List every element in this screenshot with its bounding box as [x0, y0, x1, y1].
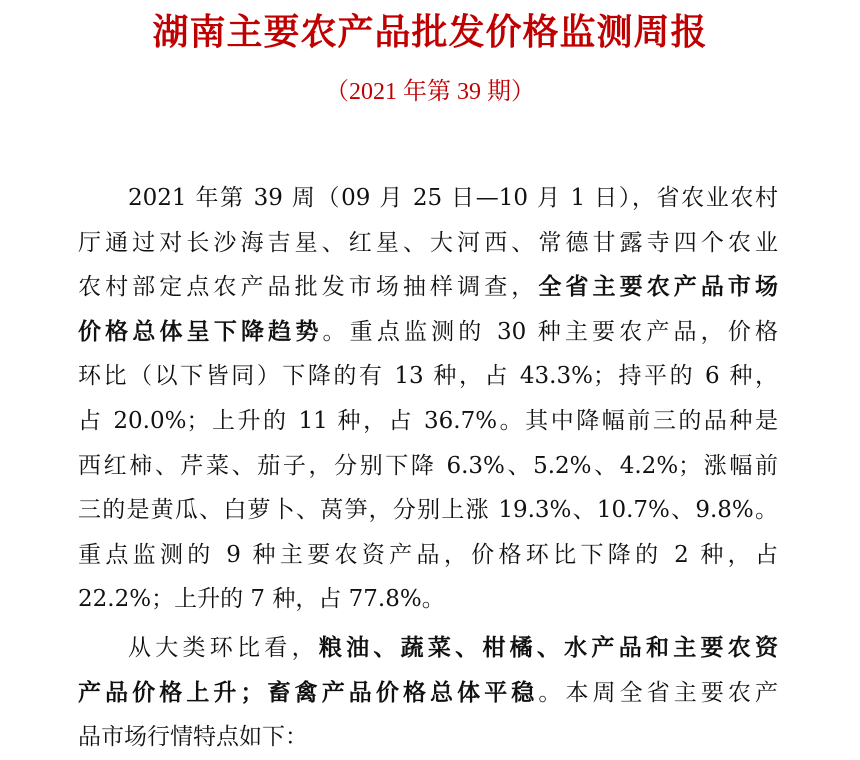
text-run: 西红柿、芹菜、茄子，分别下降 6.3%、5.2%、4.2%；涨幅前	[78, 452, 778, 479]
text-line	[78, 577, 778, 622]
text-line	[78, 354, 778, 399]
text-run: 品市场行情特点如下：	[78, 724, 308, 751]
text-run: 2021 年第 39 周（09 月 25 日—10 月 1 日），省农业农村	[128, 185, 778, 211]
text-line	[78, 399, 778, 444]
summary-paragraph	[78, 176, 778, 622]
bold-text-run: 价格总体呈下降趋势	[78, 317, 323, 345]
text-line	[78, 626, 778, 671]
text-line	[78, 176, 778, 221]
bold-text-run: 全省主要农产品市场	[538, 273, 779, 301]
report-body	[78, 176, 778, 760]
text-run: 占 20.0%；上升的 11 种，占 36.7%。其中降幅前三的品种是	[78, 407, 778, 434]
text-run: 三的是黄瓜、白萝卜、莴笋，分别上涨 19.3%、10.7%、9.8%。	[78, 497, 778, 524]
text-run: 从大类环比看，	[128, 634, 319, 661]
bold-text-run: 产品价格上升；畜禽产品价格总体平稳	[78, 678, 539, 706]
text-run: 。本周全省主要农产	[538, 679, 779, 706]
text-run: 。重点监测的 30 种主要农产品，价格	[322, 318, 779, 345]
text-run: 重点监测的 9 种主要农资产品，价格环比下降的 2 种，占	[78, 541, 778, 568]
text-line	[78, 488, 778, 533]
text-line	[78, 671, 778, 716]
text-line	[78, 715, 778, 760]
text-run: 农村部定点农产品批发市场抽样调查，	[78, 274, 539, 301]
bold-text-run: 粮油、蔬菜、柑橘、水产品和主要农资	[318, 633, 779, 661]
text-run: 环比（以下皆同）下降的有 13 种，占 43.3%；持平的 6 种，	[78, 363, 778, 390]
issue-number: （2021 年第 39 期）	[325, 79, 535, 105]
text-line	[78, 444, 778, 489]
text-line	[78, 310, 778, 355]
text-line	[78, 533, 778, 578]
category-paragraph	[78, 626, 778, 760]
text-run: 22.2%；上升的 7 种，占 77.8%。	[78, 586, 445, 613]
text-line	[78, 265, 778, 310]
text-line	[78, 221, 778, 266]
report-title: 湖南主要农产品批发价格监测周报	[152, 11, 708, 53]
text-run: 厅通过对长沙海吉星、红星、大河西、常德甘露寺四个农业	[78, 229, 778, 256]
